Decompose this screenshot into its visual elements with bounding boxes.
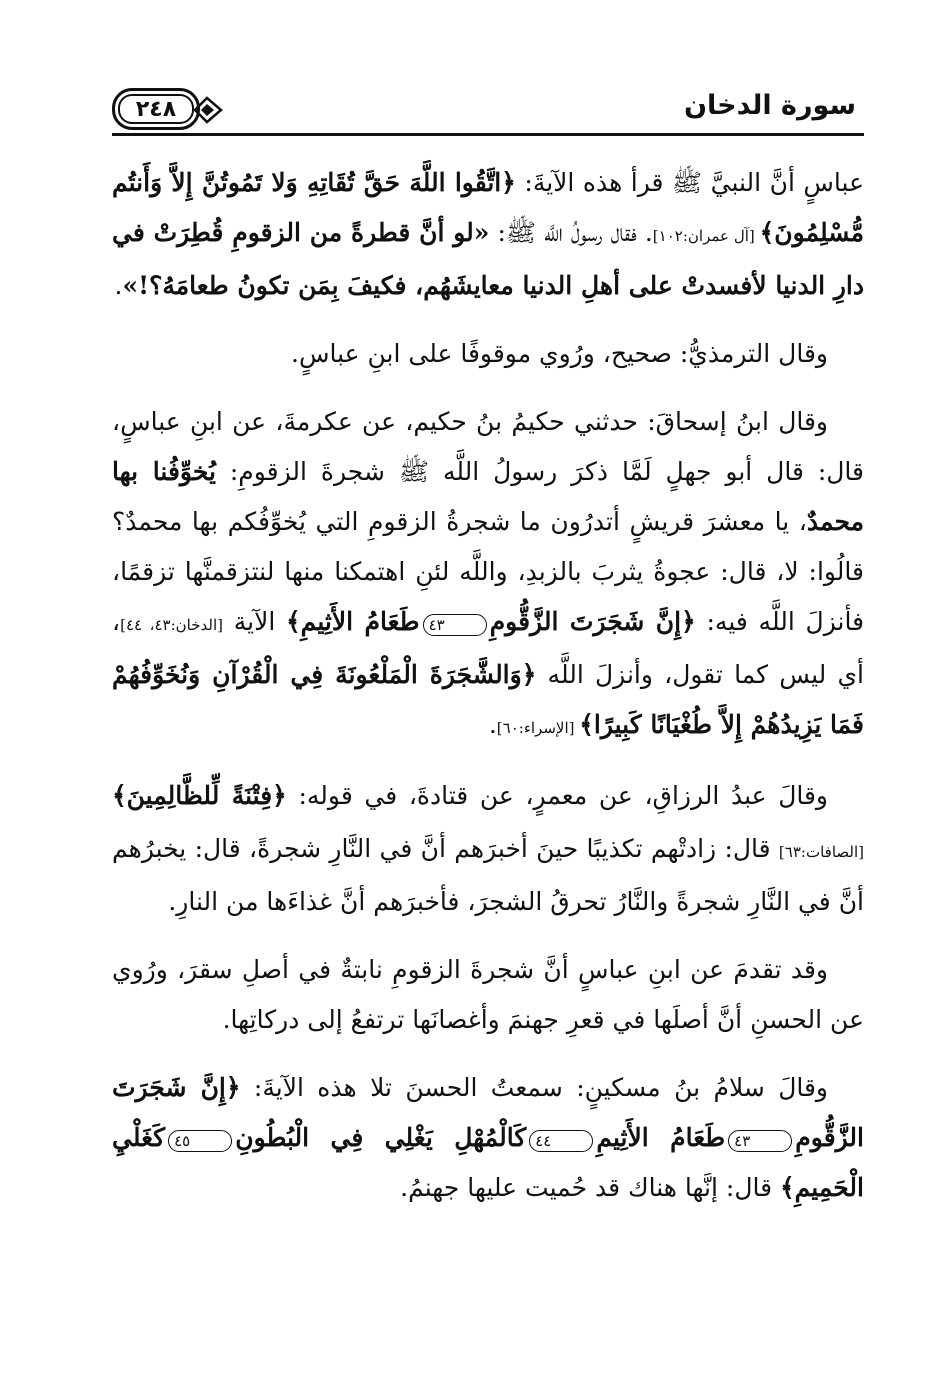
body-text: قال: زادتْهم تكذيبًا حينَ أخبرَهم أنَّ في النَّارِ شجرةً، قال: يخبرُهم أنَّ في النَّارِ شجرةً والنَّارُ تحرقُ الشجرَ، فأخبرَهم أنَّ غذاءَها من النارِ. <box>112 834 864 916</box>
body-text: وقال الترمذيُّ: صحيح، ورُوي موقوفًا على ابنِ عباسٍ. <box>291 339 828 368</box>
paragraph-1 <box>112 158 864 311</box>
body-text: . <box>114 271 123 300</box>
body-text: . <box>488 710 497 739</box>
ornament-icon <box>193 95 223 125</box>
body-text: الآية <box>222 607 287 636</box>
paragraph-4 <box>112 771 864 927</box>
ayah-number-marker: ٤٣ <box>423 614 487 636</box>
citation-reference: [الدخان:٤٣، ٤٤] <box>120 616 223 634</box>
body-text: ، أي ليس كما تقول، وأنزلَ اللَّه <box>112 607 864 689</box>
quoted-text: ﴿اتَّقُوا اللَّهَ حَقَّ تُقَاتِهِ وَلا تَمُوتُنَّ إِلاَّ وَأَنتُم مُّسْلِمُونَ﴾ <box>112 168 865 247</box>
citation-reference: [الإسراء:٦٠] <box>496 719 580 737</box>
quoted-text: طَعَامُ الأَثِيمِ﴾ <box>286 607 420 636</box>
surah-title: سورة الدخان <box>684 90 856 121</box>
page-header <box>112 88 864 138</box>
ayah-number-marker: ٤٥ <box>168 1130 232 1152</box>
page-number: ٢٤٨ <box>135 96 177 122</box>
ayah-number-marker: ٤٣ <box>728 1130 792 1152</box>
body-text: وقال ابنُ إسحاقَ: حدثني حكيمُ بنُ حكيم، عن عكرمةَ، عن ابنِ عباسٍ، قال: قال أبو جهلٍ لَمَّا ذكرَ رسولُ اللَّه ﷺ شجرةَ الزقومِ: <box>112 407 864 486</box>
body-text: ، يا معشرَ قريشٍ أتدرُون ما شجرةُ الزقومِ التي يُخوِّفُكم بها محمدٌ؟ قالُوا: لا، قال: عجوةُ يثربَ بالزبدِ، واللَّه لئنِ اهتمكنا منها لنتزقمنَّها تزقمًا، فأنزلَ اللَّه فيه: <box>112 507 865 636</box>
quoted-text: طَعَامُ الأَثِيمِ <box>596 1123 726 1152</box>
paragraph-6 <box>112 1063 864 1213</box>
paragraph-2 <box>112 329 864 379</box>
header-rule <box>112 133 864 136</box>
quoted-text: كَغَلْيِ الْحَمِيمِ﴾ <box>112 1123 864 1202</box>
quoted-text: ﴿إِنَّ شَجَرَتَ الزَّقُّومِ <box>489 607 696 636</box>
paragraph-5 <box>112 945 864 1045</box>
body-text: قال: إنَّها هناك قد حُميت عليها جهنمُ. <box>400 1173 781 1202</box>
citation-reference: [آل عمران:١٠٢] <box>652 227 760 245</box>
page-body <box>112 158 864 1231</box>
body-text: . فقال رسولُ اللَّه ﷺ: <box>489 218 653 247</box>
body-text: وقالَ عبدُ الرزاقِ، عن معمرٍ، عن قتادةَ، في قوله: <box>286 781 828 810</box>
quoted-text: ﴿وَالشَّجَرَةَ الْمَلْعُونَةَ فِي الْقُرْآنِ وَنُخَوِّفُهُمْ فَمَا يَزِيدُهُمْ إِلاَّ طُغْيَانًا كَبِيرًا﴾ <box>112 660 864 739</box>
citation-reference: [الصافات:٦٣] <box>778 843 864 861</box>
ayah-number-marker: ٤٤ <box>529 1130 593 1152</box>
quoted-text: «لو أنَّ قطرةً من الزقومِ قُطِرَتْ في دارِ الدنيا لأفسدتْ على أهلِ الدنيا معايشَهُم، فكيفَ بِمَن تكونُ طعامَهُ؟!» <box>112 218 864 300</box>
body-text: وقد تقدمَ عن ابنِ عباسٍ أنَّ شجرةَ الزقومِ نابتةٌ في أصلِ سقرَ، ورُوي عن الحسنِ أنَّ أصلَها في قعرِ جهنمَ وأغصانَها ترتفعُ إلى دركاتِها. <box>112 955 864 1034</box>
body-text: عباسٍ أنَّ النبيَّ ﷺ قرأ هذه الآيةَ: <box>515 168 864 197</box>
paragraph-3 <box>112 397 864 753</box>
quoted-text: ﴿فِتْنَةً لِّلظَّالِمِينَ﴾ <box>112 781 287 810</box>
page-number-badge <box>112 88 200 130</box>
quoted-text: كَالْمُهْلِ يَغْلِي فِي الْبُطُونِ <box>235 1123 527 1152</box>
quoted-text: يُخوِّفُنا بها محمدٌ <box>112 457 864 536</box>
body-text: وقالَ سلامُ بنُ مسكينٍ: سمعتُ الحسنَ تلا هذه الآيةَ: <box>240 1073 829 1102</box>
quoted-text: ﴿إِنَّ شَجَرَتَ الزَّقُّومِ <box>112 1073 864 1152</box>
